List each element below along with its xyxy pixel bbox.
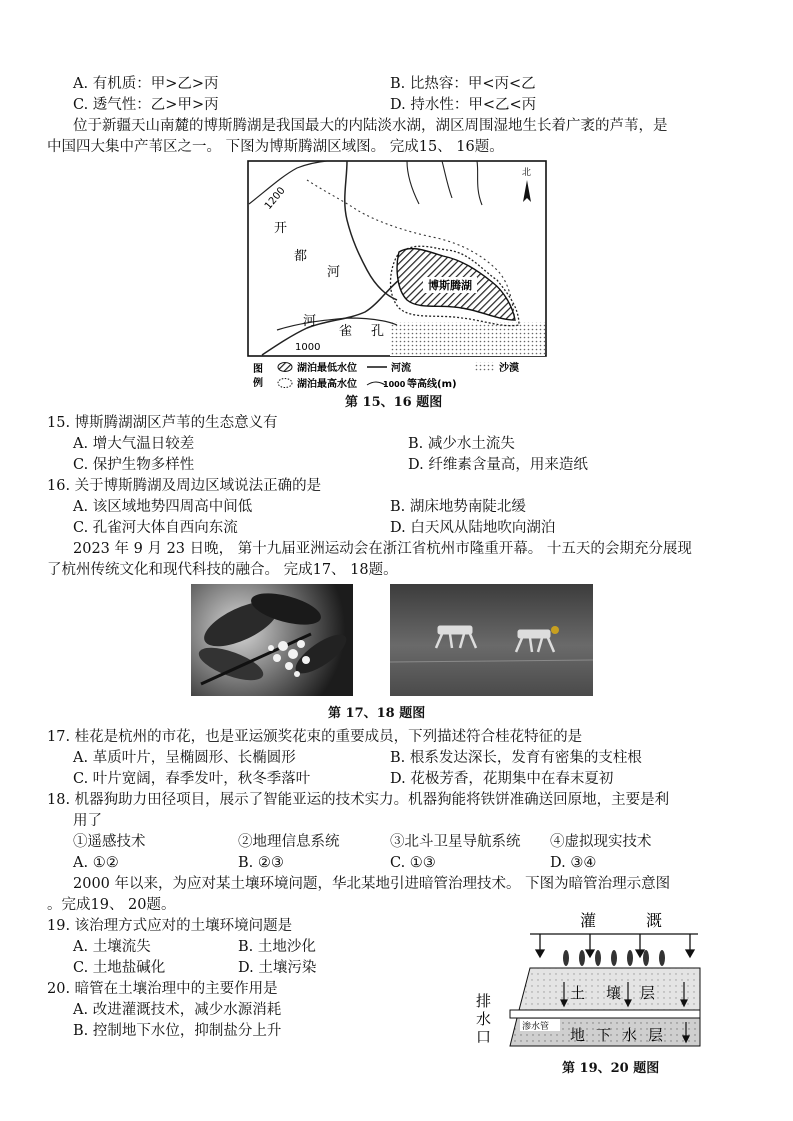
outlet-char-3: 口 <box>476 1028 492 1046</box>
contour-1000-label: 1000 <box>295 342 321 353</box>
q15-option-c: C. 保护生物多样性 <box>73 457 195 473</box>
legend-min-water-symbol <box>278 363 292 372</box>
q15-option-a: A. 增大气温日较差 <box>73 436 195 452</box>
legend-max-water: 湖泊最高水位 <box>297 379 357 390</box>
osmanthus-photo <box>191 584 353 696</box>
q18-choice-2: ②地理信息系统 <box>238 834 340 850</box>
q17-option-c: C. 叶片宽阔，春季发叶，秋冬季落叶 <box>73 771 311 787</box>
q18-option-d: D. ③④ <box>550 855 597 871</box>
q19-option-c: C. 土地盐碱化 <box>73 960 166 976</box>
q20-option-b: B. 控制地下水位，抑制盐分上升 <box>73 1023 282 1039</box>
passage3-line1: 2000 年以来，为应对某土壤环境问题，华北某地引进暗管治理技术。 下图为暗管治理示意图 <box>73 876 671 892</box>
river-char-du: 都 <box>294 249 308 264</box>
q17-option-d: D. 花极芳香，花期集中在春末夏初 <box>390 771 614 787</box>
river-char-kai: 开 <box>274 221 288 236</box>
q18-option-c: C. ①③ <box>390 855 436 871</box>
q20-option-a: A. 改进灌溉技术，减少水源消耗 <box>73 1002 282 1018</box>
photo-caption: 第 17、18 题图 <box>328 706 426 721</box>
q14-option-d: D. 持水性：甲<乙<丙 <box>390 97 537 113</box>
q20-stem: 20. 暗管在土壤治理中的主要作用是 <box>47 981 278 997</box>
robot-dog-photo <box>390 584 593 696</box>
diagram-caption: 第 19、20 题图 <box>562 1061 660 1076</box>
q17-option-b: B. 根系发达深长，发育有密集的支柱根 <box>390 750 642 766</box>
q17-stem: 17. 桂花是杭州的市花，也是亚运颁奖花束的重要成员，下列描述符合桂花特征的是 <box>47 729 583 745</box>
q19-option-d: D. 土壤污染 <box>238 960 317 976</box>
passage2-line1: 2023 年 9 月 23 日晚， 第十九届亚洲运动会在浙江省杭州市隆重开幕。 十五天的会期充分展现 <box>73 541 692 557</box>
legend-min-water: 湖泊最低水位 <box>297 363 357 374</box>
q15-option-b: B. 减少水土流失 <box>408 436 515 452</box>
irrigation-char-2: 溉 <box>646 911 663 930</box>
outlet-char-1: 排 <box>476 992 492 1010</box>
outlet-char-2: 水 <box>476 1010 492 1028</box>
q18-option-b: B. ②③ <box>238 855 284 871</box>
q16-option-a: A. 该区域地势四周高中间低 <box>73 499 253 515</box>
q19-option-a: A. 土壤流失 <box>73 939 151 955</box>
river-char-he1: 河 <box>327 265 341 280</box>
q14-option-c: C. 透气性：乙>甲>丙 <box>73 97 219 113</box>
bosten-lake-map <box>247 160 547 392</box>
q19-stem: 19. 该治理方式应对的土壤环境问题是 <box>47 918 293 934</box>
legend-desert-symbol <box>475 362 495 372</box>
passage2-line2: 了杭州传统文化和现代科技的融合。 完成17、 18题。 <box>47 562 398 578</box>
crop-icons <box>563 950 665 966</box>
q15-option-d: D. 纤维素含量高，用来造纸 <box>408 457 588 473</box>
soil-char-2: 壤 <box>606 984 622 1002</box>
q18-choice-1: ①遥感技术 <box>73 834 146 850</box>
q18-stem-line1: 18. 机器狗助力田径项目，展示了智能亚运的技术实力。机器狗能将铁饼准确送回原地，主要是利 <box>47 792 670 808</box>
q16-option-b: B. 湖床地势南陡北缓 <box>390 499 526 515</box>
q16-stem: 16. 关于博斯腾湖及周边区域说法正确的是 <box>47 478 322 494</box>
groundwater-char-1: 地 <box>570 1026 586 1044</box>
q17-option-a: A. 革质叶片，呈椭圆形、长椭圆形 <box>73 750 296 766</box>
soil-char-3: 层 <box>640 984 656 1002</box>
map-caption: 第 15、16 题图 <box>345 395 443 410</box>
legend-max-water-symbol <box>278 379 292 388</box>
irrigation-char-1: 灌 <box>580 911 597 930</box>
q18-choice-4: ④虚拟现实技术 <box>550 834 652 850</box>
q16-option-c: C. 孔雀河大体自西向东流 <box>73 520 238 536</box>
river-char-kong: 孔 <box>371 324 385 339</box>
drain-pipe <box>510 1010 700 1018</box>
legend-contour: 等高线(m) <box>407 379 457 390</box>
soil-char-1: 土 <box>570 984 586 1002</box>
groundwater-char-3: 水 <box>622 1026 638 1044</box>
passage1-line2: 中国四大集中产苇区之一。 下图为博斯腾湖区域图。 完成15、 16题。 <box>47 139 504 155</box>
river-char-que: 雀 <box>339 324 353 339</box>
q14-option-b: B. 比热容：甲<丙<乙 <box>390 76 536 92</box>
q18-option-a: A. ①② <box>73 855 119 871</box>
passage1-line1: 位于新疆天山南麓的博斯腾湖是我国最大的内陆淡水湖，湖区周围湿地生长着广袤的芦苇，是 <box>73 118 668 134</box>
contour-1200-label: 1200 <box>262 185 288 212</box>
legend-title-1: 图 <box>253 364 263 375</box>
q18-stem-line2: 用了 <box>73 813 102 829</box>
drainage-pipe-diagram <box>470 906 718 1058</box>
legend-river: 河流 <box>391 363 411 374</box>
q18-choice-3: ③北斗卫星导航系统 <box>390 834 521 850</box>
groundwater-char-4: 层 <box>648 1026 664 1044</box>
lake-label: 博斯腾湖 <box>428 279 472 292</box>
q14-option-a: A. 有机质：甲>乙>丙 <box>73 76 219 92</box>
legend-contour-value: 1000 <box>383 380 406 389</box>
pipe-label: 渗水管 <box>522 1022 550 1032</box>
passage3-line2: 。完成19、 20题。 <box>47 897 176 913</box>
q19-option-b: B. 土地沙化 <box>238 939 316 955</box>
desert-area <box>390 322 545 356</box>
legend-title-2: 例 <box>253 378 263 389</box>
q15-stem: 15. 博斯腾湖湖区芦苇的生态意义有 <box>47 415 278 431</box>
river-char-he2: 河 <box>303 314 317 329</box>
groundwater-char-2: 下 <box>596 1026 612 1044</box>
legend-desert: 沙漠 <box>499 363 519 374</box>
q16-option-d: D. 白天风从陆地吹向湖泊 <box>390 520 556 536</box>
north-label: 北 <box>522 168 532 178</box>
